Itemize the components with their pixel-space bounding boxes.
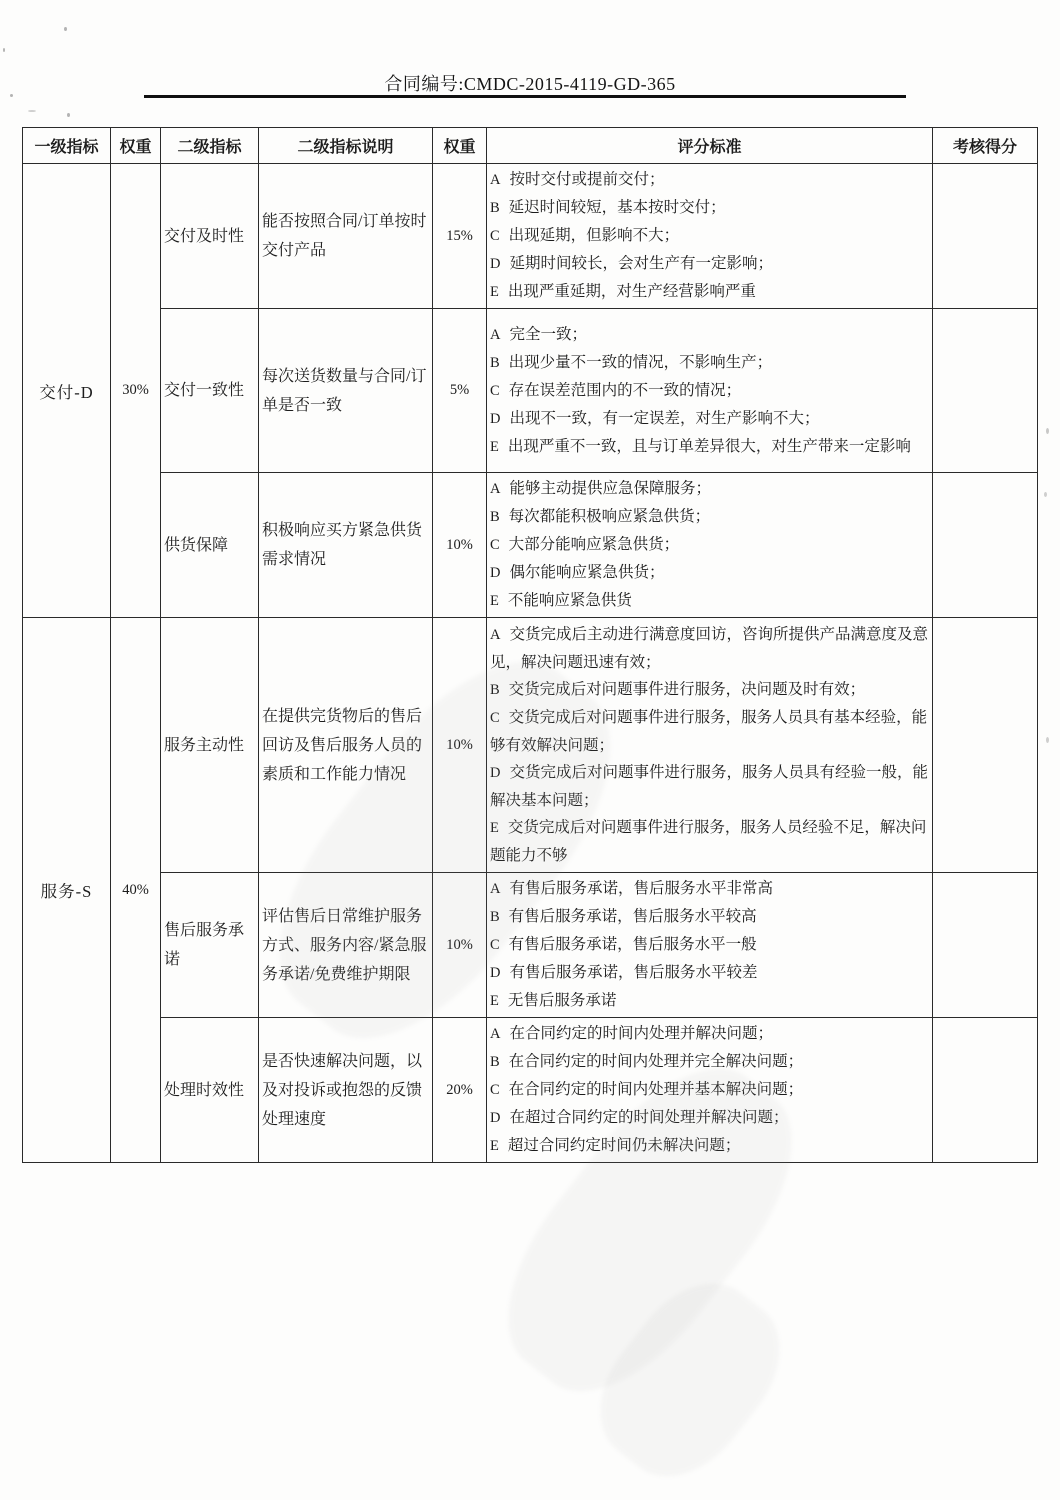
criteria-grade: A (490, 881, 501, 897)
criteria-text: 在合同约定的时间内处理并完全解决问题； (508, 1053, 804, 1070)
level2-weight: 10% (433, 873, 487, 1018)
level2-indicator: 售后服务承诺 (161, 873, 259, 1018)
column-header-level2: 二级指标 (161, 128, 259, 164)
table-row (23, 1018, 1038, 1163)
criteria-text: 交货完成后对问题事件进行服务，服务人员具有经验一般，能解决基本问题； (490, 764, 928, 809)
criteria-grade: C (490, 937, 500, 953)
table-row (23, 164, 1038, 309)
criteria-text: 出现严重延期，对生产经营影响严重 (507, 283, 756, 300)
score-cell (933, 309, 1038, 473)
criteria-line (490, 222, 929, 250)
criteria-grade: C (490, 710, 500, 726)
level2-description: 评估售后日常维护服务方式、服务内容/紧急服务承诺/免费维护期限 (259, 873, 433, 1018)
criteria-text: 延迟时间较短，基本按时交付； (508, 199, 726, 216)
criteria-text: 出现不一致，有一定误差，对生产影响不大； (509, 409, 820, 427)
criteria-text: 无售后服务承诺 (507, 992, 617, 1009)
score-cell (933, 164, 1038, 309)
criteria-grade: A (490, 172, 501, 188)
level2-weight: 20% (433, 1018, 487, 1163)
scan-speck (1046, 428, 1049, 434)
criteria-text: 有售后服务承诺，售后服务水平一般 (508, 936, 757, 953)
criteria-grade: C (490, 228, 500, 244)
criteria-text: 按时交付或提前交付； (509, 171, 665, 188)
criteria-text: 存在误差范围内的不一致的情况； (508, 381, 742, 399)
criteria-grade: E (490, 593, 499, 609)
criteria-line (490, 559, 929, 587)
criteria-text: 大部分能响应紧急供货； (508, 536, 680, 553)
level2-description: 积极响应买方紧急供货需求情况 (259, 473, 433, 618)
level2-weight: 15% (433, 164, 487, 309)
criteria-text: 出现延期，但影响不大； (508, 227, 680, 244)
column-header-criteria: 评分标准 (487, 128, 933, 164)
criteria-text: 超过合同约定时间仍未解决问题； (507, 1137, 741, 1154)
level2-indicator: 交付及时性 (161, 164, 259, 309)
table-row (23, 473, 1038, 618)
level1-indicator-service: 服务-S (23, 618, 111, 1163)
criteria-text: 出现少量不一致的情况，不影响生产； (508, 353, 773, 371)
criteria-grade: E (490, 1138, 499, 1154)
criteria-grade: D (490, 1110, 501, 1126)
criteria-line (490, 405, 929, 433)
level2-indicator: 处理时效性 (161, 1018, 259, 1163)
criteria-grade: E (490, 438, 499, 455)
criteria-text: 在超过合同约定的时间处理并解决问题； (509, 1109, 789, 1126)
criteria-text: 交货完成后对问题事件进行服务，服务人员具有基本经验，能够有效解决问题； (490, 709, 928, 754)
criteria-line (490, 903, 929, 931)
level2-weight: 10% (433, 618, 487, 873)
criteria-line (490, 377, 929, 405)
criteria-line (490, 531, 929, 559)
criteria-grade: E (490, 993, 499, 1009)
criteria-grade: A (490, 1026, 501, 1042)
criteria-text: 在合同约定的时间内处理并基本解决问题； (508, 1081, 804, 1098)
table-header-row (23, 128, 1038, 164)
criteria-text: 交货完成后对问题事件进行服务，服务人员经验不足，解决问题能力不够 (490, 819, 927, 864)
level2-description: 是否快速解决问题，以及对投诉或抱怨的反馈处理速度 (259, 1018, 433, 1163)
criteria-grade: B (490, 200, 500, 216)
criteria-grade: C (490, 382, 500, 399)
criteria-text: 有售后服务承诺，售后服务水平非常高 (509, 880, 773, 897)
criteria-line (490, 278, 929, 306)
criteria-line (490, 250, 929, 278)
score-cell (933, 618, 1038, 873)
level1-weight-delivery: 30% (111, 164, 161, 618)
score-cell (933, 873, 1038, 1018)
criteria-cell (487, 473, 933, 618)
criteria-line (490, 433, 929, 461)
level2-description: 每次送货数量与合同/订单是否一致 (259, 309, 433, 473)
criteria-text: 在合同约定的时间内处理并解决问题； (509, 1025, 773, 1042)
criteria-grade: C (490, 537, 500, 553)
contract-number: 合同编号:CMDC-2015-4119-GD-365 (384, 74, 676, 94)
scan-speck (64, 27, 67, 31)
criteria-text: 延期时间较长，会对生产有一定影响； (509, 255, 773, 272)
criteria-line (490, 1020, 929, 1048)
criteria-line (490, 931, 929, 959)
criteria-grade: B (490, 909, 500, 925)
criteria-line (490, 587, 929, 615)
criteria-text: 偶尔能响应紧急供货； (509, 564, 665, 581)
column-header-weight2: 权重 (433, 128, 487, 164)
score-cell (933, 473, 1038, 618)
level2-description: 能否按照合同/订单按时交付产品 (259, 164, 433, 309)
scan-speck (67, 113, 70, 117)
header-rule (144, 95, 906, 98)
scan-speck (1044, 492, 1047, 497)
criteria-text: 每次都能积极响应紧急供货； (508, 508, 711, 525)
criteria-grade: B (490, 509, 500, 525)
criteria-line (490, 875, 929, 903)
level2-indicator: 服务主动性 (161, 618, 259, 873)
level2-indicator: 供货保障 (161, 473, 259, 618)
criteria-grade: D (490, 565, 501, 581)
criteria-text: 出现严重不一致，且与订单差异很大，对生产带来一定影响 (507, 437, 911, 455)
criteria-grade: D (490, 256, 501, 272)
criteria-cell (487, 164, 933, 309)
column-header-weight1: 权重 (111, 128, 161, 164)
criteria-grade: C (490, 1082, 500, 1098)
criteria-line (490, 321, 929, 349)
criteria-grade: E (490, 284, 499, 300)
criteria-text: 完全一致； (509, 325, 587, 343)
criteria-grade: B (490, 1054, 500, 1070)
scan-speck (1046, 737, 1049, 743)
criteria-text: 交货完成后对问题事件进行服务，决问题及时有效； (508, 681, 866, 698)
criteria-text: 能够主动提供应急保障服务； (509, 480, 711, 497)
column-header-level1: 一级指标 (23, 128, 111, 164)
level2-description: 在提供完货物后的售后回访及售后服务人员的素质和工作能力情况 (259, 618, 433, 873)
level2-weight: 5% (433, 309, 487, 473)
criteria-cell (487, 873, 933, 1018)
criteria-line (490, 349, 929, 377)
table-row (23, 309, 1038, 473)
column-header-score: 考核得分 (933, 128, 1038, 164)
criteria-grade: B (490, 682, 500, 698)
criteria-line (490, 475, 929, 503)
scan-speck (3, 48, 5, 52)
criteria-text: 交货完成后主动进行满意度回访，咨询所提供产品满意度及意见，解决问题迅速有效； (490, 626, 928, 671)
column-header-level2-desc: 二级指标说明 (259, 128, 433, 164)
criteria-grade: D (490, 410, 501, 427)
scan-speck (28, 110, 36, 112)
evaluation-table (22, 127, 1038, 1163)
scan-speck (10, 94, 13, 97)
criteria-line (490, 166, 929, 194)
score-cell (933, 1018, 1038, 1163)
criteria-grade: E (490, 820, 499, 836)
level1-indicator-delivery: 交付-D (23, 164, 111, 618)
level1-weight-service: 40% (111, 618, 161, 1163)
criteria-line (490, 503, 929, 531)
criteria-line (490, 194, 929, 222)
criteria-line (490, 959, 929, 987)
criteria-grade: D (490, 965, 501, 981)
criteria-text: 有售后服务承诺，售后服务水平较高 (508, 908, 757, 925)
criteria-grade: B (490, 354, 500, 371)
criteria-text: 有售后服务承诺，售后服务水平较差 (509, 964, 758, 981)
criteria-line (490, 987, 929, 1015)
criteria-line (490, 621, 929, 676)
criteria-grade: A (490, 326, 501, 343)
criteria-text: 不能响应紧急供货 (507, 592, 632, 609)
criteria-cell (487, 309, 933, 473)
level2-weight: 10% (433, 473, 487, 618)
criteria-grade: A (490, 481, 501, 497)
criteria-grade: D (490, 765, 501, 781)
criteria-grade: A (490, 627, 501, 643)
level2-indicator: 交付一致性 (161, 309, 259, 473)
